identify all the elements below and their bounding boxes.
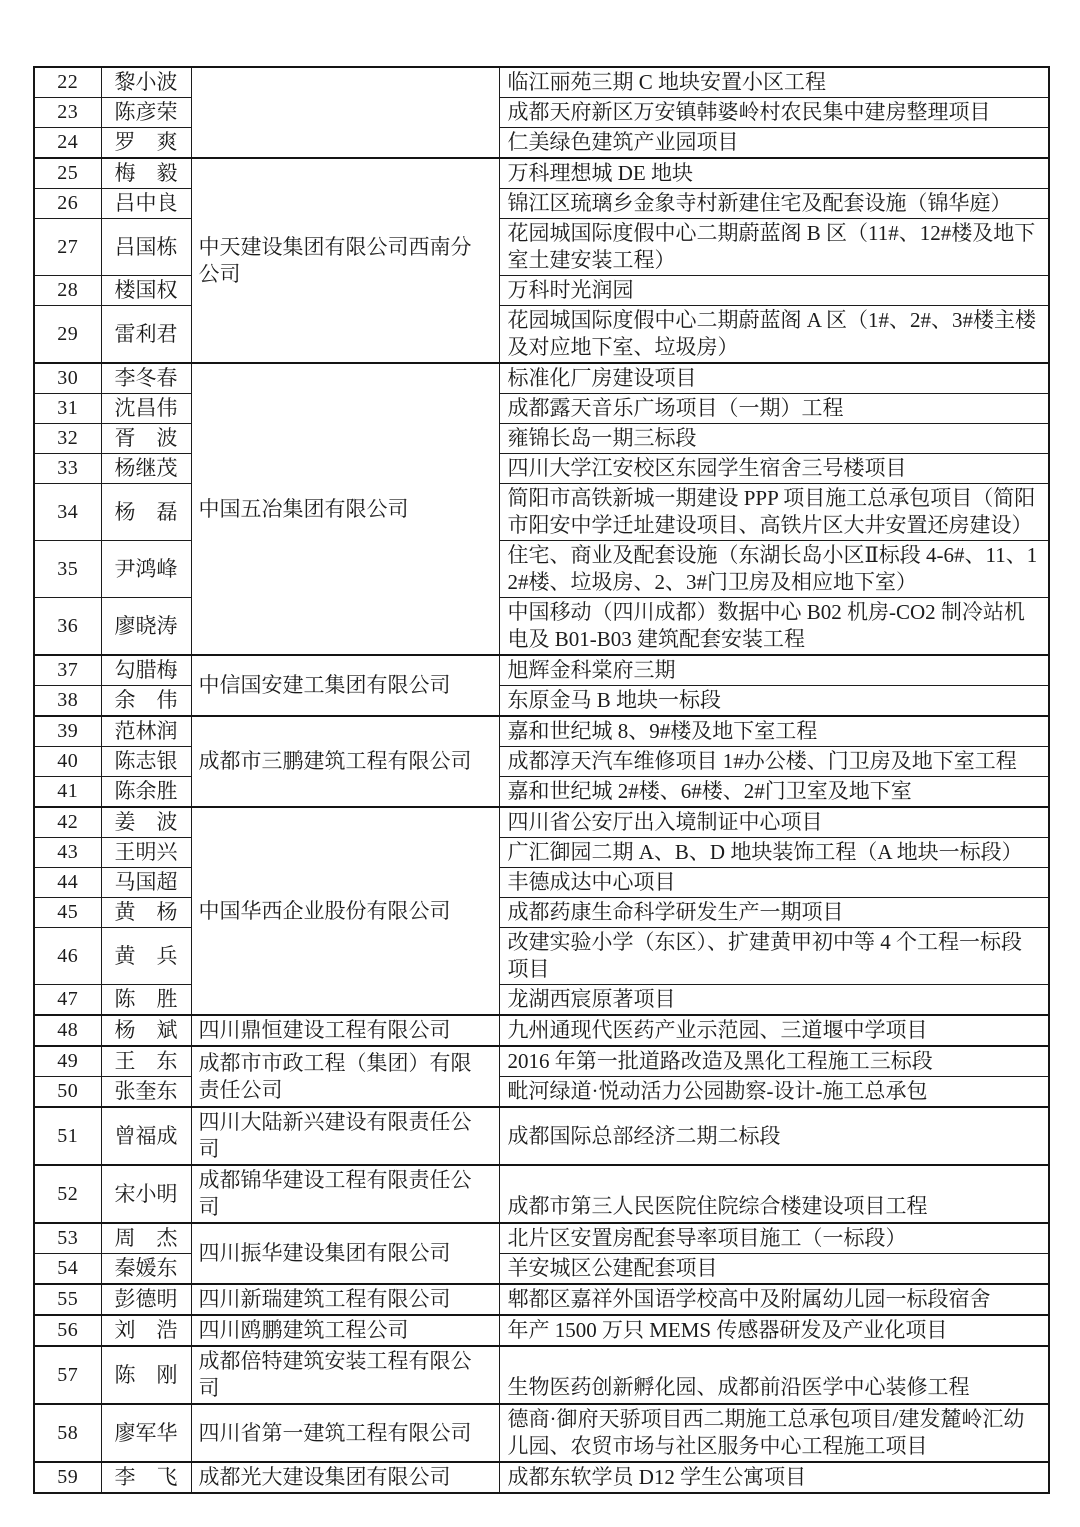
row-number-cell: 59 <box>34 1462 101 1493</box>
row-number-cell: 29 <box>34 306 101 364</box>
table-row <box>34 985 1049 1016</box>
table-row <box>34 189 1049 219</box>
row-number-cell: 50 <box>34 1077 101 1108</box>
company-cell: 四川鼎恒建设工程有限公司 <box>191 1015 499 1046</box>
person-name-cell: 王 东 <box>101 1046 191 1077</box>
row-number-cell: 33 <box>34 454 101 484</box>
project-cell: 四川省公安厅出入境制证中心项目 <box>499 807 1049 838</box>
person-name-cell: 楼国权 <box>101 276 191 306</box>
row-number-cell: 45 <box>34 898 101 928</box>
project-cell: 成都淳天汽车维修项目 1#办公楼、门卫房及地下室工程 <box>499 747 1049 777</box>
project-cell: 东原金马 B 地块一标段 <box>499 686 1049 717</box>
row-number-cell: 49 <box>34 1046 101 1077</box>
project-cell: 北片区安置房配套导率项目施工（一标段） <box>499 1223 1049 1254</box>
personnel-project-table <box>33 66 1050 1494</box>
person-name-cell: 宋小明 <box>101 1165 191 1223</box>
table-row <box>34 807 1049 838</box>
row-number-cell: 44 <box>34 868 101 898</box>
table-row <box>34 928 1049 985</box>
table-row <box>34 394 1049 424</box>
table-row <box>34 454 1049 484</box>
table-row <box>34 598 1049 656</box>
company-cell: 中国五冶集团有限公司 <box>191 363 499 655</box>
project-cell: 雍锦长岛一期三标段 <box>499 424 1049 454</box>
row-number-cell: 31 <box>34 394 101 424</box>
person-name-cell: 张奎东 <box>101 1077 191 1108</box>
project-cell: 2016 年第一批道路改造及黑化工程施工三标段 <box>499 1046 1049 1077</box>
table-row <box>34 747 1049 777</box>
row-number-cell: 27 <box>34 219 101 276</box>
table-row <box>34 1077 1049 1108</box>
person-name-cell: 曾福成 <box>101 1107 191 1165</box>
project-cell: 郫都区嘉祥外国语学校高中及附属幼儿园一标段宿舍 <box>499 1284 1049 1315</box>
person-name-cell: 杨 斌 <box>101 1015 191 1046</box>
project-cell: 德商·御府天骄项目西二期施工总承包项目/建发麓岭汇幼儿园、农贸市场与社区服务中心工程施工项目 <box>499 1404 1049 1462</box>
row-number-cell: 26 <box>34 189 101 219</box>
table-row <box>34 655 1049 686</box>
person-name-cell: 彭德明 <box>101 1284 191 1315</box>
project-cell: 九州通现代医药产业示范园、三道堰中学项目 <box>499 1015 1049 1046</box>
company-cell: 中信国安建工集团有限公司 <box>191 655 499 716</box>
row-number-cell: 22 <box>34 67 101 98</box>
person-name-cell: 罗 爽 <box>101 128 191 159</box>
person-name-cell: 范林润 <box>101 716 191 747</box>
company-cell: 成都锦华建设工程有限责任公司 <box>191 1165 499 1223</box>
company-cell: 中天建设集团有限公司西南分公司 <box>191 158 499 363</box>
row-number-cell: 35 <box>34 541 101 598</box>
person-name-cell: 雷利君 <box>101 306 191 364</box>
table-row <box>34 1046 1049 1077</box>
company-cell: 四川大陆新兴建设有限责任公司 <box>191 1107 499 1165</box>
company-cell: 四川省第一建筑工程有限公司 <box>191 1404 499 1462</box>
row-number-cell: 55 <box>34 1284 101 1315</box>
person-name-cell: 陈彦荣 <box>101 98 191 128</box>
table-row <box>34 898 1049 928</box>
project-cell: 羊安城区公建配套项目 <box>499 1254 1049 1285</box>
person-name-cell: 尹鸿峰 <box>101 541 191 598</box>
company-cell: 成都市三鹏建筑工程有限公司 <box>191 716 499 807</box>
table-row <box>34 1284 1049 1315</box>
row-number-cell: 36 <box>34 598 101 656</box>
row-number-cell: 42 <box>34 807 101 838</box>
project-cell: 住宅、商业及配套设施（东湖长岛小区Ⅱ标段 4-6#、11、12#楼、垃圾房、2、3#门卫房及相应地下室） <box>499 541 1049 598</box>
project-cell: 嘉和世纪城 2#楼、6#楼、2#门卫室及地下室 <box>499 777 1049 808</box>
table-row <box>34 1165 1049 1223</box>
table-row <box>34 424 1049 454</box>
project-cell: 四川大学江安校区东园学生宿舍三号楼项目 <box>499 454 1049 484</box>
person-name-cell: 廖军华 <box>101 1404 191 1462</box>
row-number-cell: 30 <box>34 363 101 394</box>
company-cell: 成都市市政工程（集团）有限责任公司 <box>191 1046 499 1107</box>
row-number-cell: 41 <box>34 777 101 808</box>
table-row <box>34 1254 1049 1285</box>
project-cell: 花园城国际度假中心二期蔚蓝阁 A 区（1#、2#、3#楼主楼及对应地下室、垃圾房） <box>499 306 1049 364</box>
person-name-cell: 黄 杨 <box>101 898 191 928</box>
row-number-cell: 32 <box>34 424 101 454</box>
project-cell: 锦江区琉璃乡金象寺村新建住宅及配套设施（锦华庭） <box>499 189 1049 219</box>
project-cell: 花园城国际度假中心二期蔚蓝阁 B 区（11#、12#楼及地下室土建安装工程） <box>499 219 1049 276</box>
project-cell: 旭辉金科棠府三期 <box>499 655 1049 686</box>
project-cell: 仁美绿色建筑产业园项目 <box>499 128 1049 159</box>
project-cell: 标准化厂房建设项目 <box>499 363 1049 394</box>
person-name-cell: 陈志银 <box>101 747 191 777</box>
project-cell: 万科时光润园 <box>499 276 1049 306</box>
row-number-cell: 25 <box>34 158 101 189</box>
company-cell: 四川新瑞建筑工程有限公司 <box>191 1284 499 1315</box>
project-cell: 简阳市高铁新城一期建设 PPP 项目施工总承包项目（简阳市阳安中学迁址建设项目、高铁片区大井安置还房建设） <box>499 484 1049 541</box>
project-cell: 丰德成达中心项目 <box>499 868 1049 898</box>
company-cell: 四川鸥鹏建筑工程公司 <box>191 1315 499 1346</box>
person-name-cell: 周 杰 <box>101 1223 191 1254</box>
person-name-cell: 李 飞 <box>101 1462 191 1493</box>
row-number-cell: 57 <box>34 1346 101 1404</box>
project-cell: 成都天府新区万安镇韩婆岭村农民集中建房整理项目 <box>499 98 1049 128</box>
project-cell: 龙湖西宸原著项目 <box>499 985 1049 1016</box>
table-row <box>34 838 1049 868</box>
person-name-cell: 勾腊梅 <box>101 655 191 686</box>
row-number-cell: 54 <box>34 1254 101 1285</box>
company-cell: 中国华西企业股份有限公司 <box>191 807 499 1015</box>
row-number-cell: 47 <box>34 985 101 1016</box>
table-row <box>34 98 1049 128</box>
row-number-cell: 51 <box>34 1107 101 1165</box>
company-cell: 成都倍特建筑安装工程有限公司 <box>191 1346 499 1404</box>
table-row <box>34 276 1049 306</box>
row-number-cell: 56 <box>34 1315 101 1346</box>
project-cell: 临江丽苑三期 C 地块安置小区工程 <box>499 67 1049 98</box>
person-name-cell: 姜 波 <box>101 807 191 838</box>
person-name-cell: 王明兴 <box>101 838 191 868</box>
table-row <box>34 484 1049 541</box>
company-cell: 四川振华建设集团有限公司 <box>191 1223 499 1284</box>
person-name-cell: 秦媛东 <box>101 1254 191 1285</box>
person-name-cell: 黎小波 <box>101 67 191 98</box>
person-name-cell: 马国超 <box>101 868 191 898</box>
table-row <box>34 219 1049 276</box>
table-row <box>34 158 1049 189</box>
person-name-cell: 梅 毅 <box>101 158 191 189</box>
table-row <box>34 777 1049 808</box>
table-row <box>34 1223 1049 1254</box>
table-row <box>34 541 1049 598</box>
person-name-cell: 吕国栋 <box>101 219 191 276</box>
project-cell: 中国移动（四川成都）数据中心 B02 机房-CO2 制冷站机电及 B01-B03 建筑配套安装工程 <box>499 598 1049 656</box>
table-row <box>34 363 1049 394</box>
table-row <box>34 716 1049 747</box>
company-cell <box>191 67 499 158</box>
person-name-cell: 陈 胜 <box>101 985 191 1016</box>
person-name-cell: 黄 兵 <box>101 928 191 985</box>
table-row <box>34 686 1049 717</box>
person-name-cell: 杨继茂 <box>101 454 191 484</box>
table-row <box>34 1404 1049 1462</box>
table-row <box>34 306 1049 364</box>
row-number-cell: 48 <box>34 1015 101 1046</box>
project-cell: 成都东软学员 D12 学生公寓项目 <box>499 1462 1049 1493</box>
project-cell: 广汇御园二期 A、B、D 地块装饰工程（A 地块一标段） <box>499 838 1049 868</box>
person-name-cell: 杨 磊 <box>101 484 191 541</box>
project-cell: 万科理想城 DE 地块 <box>499 158 1049 189</box>
project-cell: 生物医药创新孵化园、成都前沿医学中心装修工程 <box>499 1346 1049 1404</box>
person-name-cell: 吕中良 <box>101 189 191 219</box>
person-name-cell: 陈余胜 <box>101 777 191 808</box>
project-cell: 毗河绿道·悦动活力公园勘察-设计-施工总承包 <box>499 1077 1049 1108</box>
project-cell: 改建实验小学（东区）、扩建黄甲初中等 4 个工程一标段项目 <box>499 928 1049 985</box>
row-number-cell: 43 <box>34 838 101 868</box>
table-row <box>34 1315 1049 1346</box>
table-row <box>34 868 1049 898</box>
row-number-cell: 23 <box>34 98 101 128</box>
row-number-cell: 37 <box>34 655 101 686</box>
company-cell: 成都光大建设集团有限公司 <box>191 1462 499 1493</box>
row-number-cell: 40 <box>34 747 101 777</box>
row-number-cell: 28 <box>34 276 101 306</box>
row-number-cell: 52 <box>34 1165 101 1223</box>
person-name-cell: 刘 浩 <box>101 1315 191 1346</box>
table-row <box>34 67 1049 98</box>
project-cell: 成都国际总部经济二期二标段 <box>499 1107 1049 1165</box>
row-number-cell: 38 <box>34 686 101 717</box>
person-name-cell: 廖晓涛 <box>101 598 191 656</box>
table-row <box>34 128 1049 159</box>
table-row <box>34 1462 1049 1493</box>
table-body <box>34 67 1049 1493</box>
person-name-cell: 陈 刚 <box>101 1346 191 1404</box>
person-name-cell: 余 伟 <box>101 686 191 717</box>
project-cell: 嘉和世纪城 8、9#楼及地下室工程 <box>499 716 1049 747</box>
row-number-cell: 34 <box>34 484 101 541</box>
row-number-cell: 46 <box>34 928 101 985</box>
person-name-cell: 沈昌伟 <box>101 394 191 424</box>
person-name-cell: 胥 波 <box>101 424 191 454</box>
row-number-cell: 53 <box>34 1223 101 1254</box>
project-cell: 成都露天音乐广场项目（一期）工程 <box>499 394 1049 424</box>
table-row <box>34 1107 1049 1165</box>
row-number-cell: 58 <box>34 1404 101 1462</box>
row-number-cell: 39 <box>34 716 101 747</box>
person-name-cell: 李冬春 <box>101 363 191 394</box>
table-row <box>34 1346 1049 1404</box>
row-number-cell: 24 <box>34 128 101 159</box>
project-cell: 成都药康生命科学研发生产一期项目 <box>499 898 1049 928</box>
table-row <box>34 1015 1049 1046</box>
project-cell: 成都市第三人民医院住院综合楼建设项目工程 <box>499 1165 1049 1223</box>
project-cell: 年产 1500 万只 MEMS 传感器研发及产业化项目 <box>499 1315 1049 1346</box>
